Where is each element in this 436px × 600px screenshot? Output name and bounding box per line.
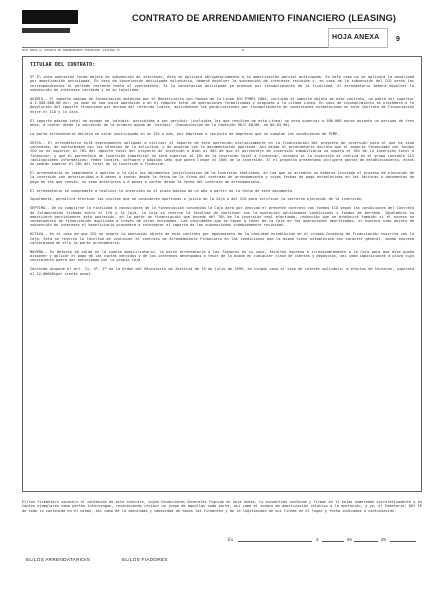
document-title: CONTRATO DE ARRENDAMIENTO FINANCIERO (LEASING) bbox=[132, 13, 397, 23]
guarantor-signature-label: EL/LOS FIADORES bbox=[122, 558, 168, 563]
month-field[interactable] bbox=[354, 541, 378, 542]
date-day-label: a bbox=[316, 537, 319, 542]
place-field[interactable] bbox=[238, 541, 312, 542]
contract-reference: Nº bbox=[242, 49, 246, 52]
clause-paragraph: 5º El esta operación forma objeto de subvención de intereses, ésta se aplicará obligatoriamente a la amortización parcial anticipada. En este caso no se aplicará la penalidad por amortización anticipada. En caso de cancelación anticipada voluntaria, deberá devolver la subvención de intereses recibida y, en caso de la subvención del ICO serán las correspondientes al período restante hasta el vencimiento. Si la cancelación anticipada se produce por incumplimiento de la finalidad, el arrendatario deberá devolver la subvención de intereses recibida y en su totalidad. bbox=[30, 75, 414, 92]
clause-novena: NOVENA.- En defecto de saldo en la cuenta domiciliataria, la parte arrendataria o los fiadores en su caso, faculten expresa e irrevocablemente a la Caja para que ésta pueda disponer y aplicar el pago de las cuotas vencidas y de los intereses devengados a favor de la misma en cualquier clase de cuentas y depósitos, así como imposiciones a plazo cuyo vencimiento podrá ser anticipado por la propia Caja. bbox=[30, 249, 414, 263]
year-field[interactable] bbox=[390, 541, 416, 542]
clause-quinta: QUINTA.- El importe máximo de financiación obtenida por el Beneficiario con fondos de la Línea ICO PYMES 2004, incluido el importe objeto de este contrato, no podrá ser superior a 1.500.000,00 eur. ya sean en una única operación o en el cómputo total de operaciones formalizadas y acogidas a la citada Línea. En caso de incumplimiento se procederá a la devolución del importe financiado por encima del referido límite, aplicándose las penalizaciones por incumplimiento de condiciones establecidas en este Contrato de Financiación entre el ICO y la Caja. bbox=[30, 96, 414, 114]
date-month-label: de bbox=[347, 537, 353, 542]
date-year-label: de bbox=[381, 537, 387, 542]
clause-sexta: SEXTA.- El arrendatario está expresamente obligado a utilizar el importe de esta operación exclusivamente en la financiación del proyecto de inversión para el que ha sido concedida, de conformidad con los términos de la solicitud, y de acuerdo con la documentación aportada. Así mismo el arrendatario declara que el importe financiado con fondos ICO no es superior al 70% del importe total del proyecto de inversión o bien al 90% de que el porcentaje de inversión inmobiliaria no supera el 30% de la inversión total a financiar, y que el porcentaje de inversión inmaterial no será superior al 10% de la inversión total a financiar, excepto si la inversión se realiza en el grupo contable 215 (aplicaciones informáticas: redes locales, software y páginas web) que podrá llegar al 100% de la inversión. El el proyecto presentado incluyera gastos de establecimiento, éstos no podrán superar el 20% del total de la inversión a financiar. bbox=[30, 140, 414, 167]
clause-paragraph: Conforme dispone el art. 11, 4º, 5º de la Orden del Ministerio de Justicia de 19 de julio de 1999, en ningún caso el tipo de interés aplicable, a efectos de terceros, superará el 12,00000%por ciento anual. bbox=[30, 267, 414, 276]
redacted-logo bbox=[22, 10, 78, 24]
header-caption: HOJA ANEXA AL CONTRATO DE ARRENDAMIENTO FINANCIERO (LEASING) Nº bbox=[22, 49, 121, 52]
clause-paragraph: El arrendatario se compromete a aportar a la Caja los documentos justificativos de la inversión realizada, en los que se acredite no haberse iniciado el proceso de ejecución de la inversión con anterioridad a 6 meses a contar desde la fecha de la firma del contrato de arrendamiento y cuyas fechas de pago establecidas en las facturas o documentos de pago en los que conste, no sean anteriores a 6 meses a contar desde la fecha del contrato de arrendamiento. bbox=[30, 171, 414, 184]
clause-paragraph: Igualmente, permitirá efectuar las visitas que se consideren oportunas a juicio de la Caja o del ICO para verificar la correcta ejecución de la inversión. bbox=[30, 197, 364, 202]
header-divider bbox=[22, 47, 328, 48]
clause-octava: OCTAVA.- En el caso de que ICO no acepte la operación objeto de este contrato por agotamiento de la cantidad establecida en el citado Convenio de Financiación suscrito con la Caja, ésta se reserva la facultad de continuar el contrato de Arrendamiento Financiero en las condiciones que la misma tiene establecida con carácter general, dando expresa conformidad de ello la parte arrendataria. bbox=[30, 232, 414, 245]
page-number: 9 bbox=[396, 36, 400, 43]
closing-statement: El/los firmante/s conoce/n el contenido de este contrato, cuyas Condiciones Generales figuran en hoja anexa, lo encuentran conforme y firman en 11 hojas numeradas correlativamente y en tantos ejemplares como partes intervengan, reconociendo recibir un juego de aquellas cada parte, así como el cuadro de amortización relativo a la operación, y yo, el Fedatario, DOY FE de todo lo contenido en el mismo, así como de la identidad y capacidad de todos los firmantes y de la legitimidad de sus firmas en el lugar y fecha indicados a continuación. bbox=[22, 500, 422, 513]
section-heading: TITULAR DEL CONTRATO: bbox=[30, 62, 96, 68]
clause-septima: SÉPTIMA.- De no cumplirse la finalidad ó condiciones de la financiación concedida la Caja dará por vencido el presente contrato con fondos ICO según las condiciones del Contrato de Colaboración firmado entre el ICO y la Caja, la Caja se reserva la facultad de continuar con la operación aplicándose condiciones y fondos de mercado. Igualmente se amortizará parcialmente esta operación, en la parte de financiación que exceda del 70% de la inversión real efectuada, reducción que se producirá también si el exceso se consecuencia de financiación duplicada a través de otras entidades. Las cantidades que se hayan a favor de la Caja en las operaciones amortizadas, si hubiera sido objeto de subvención de intereses el beneficiario procederá a reintegrar el importe de las subvenciones indebidamente recibidas. bbox=[30, 206, 414, 228]
clause-paragraph: La parte arrendataria declara no estar participada en un 25% o más, por empresas o conjunto de empresas que no cumplan las condiciones de PYME. bbox=[30, 131, 340, 136]
clauses-body bbox=[30, 75, 414, 281]
place-label: En bbox=[228, 537, 234, 542]
day-field[interactable] bbox=[322, 541, 344, 542]
sheet-label: HOJA ANEXA bbox=[332, 34, 380, 41]
lessee-signature-label: EL/LOS ARRENDATARIO/S bbox=[26, 558, 90, 563]
clause-paragraph: El importe máximo total de ayudas de 'mínimis' percibidas o por percibir (incluidas las que resultan de esta Línea) no será superior a 100.000 euros durante un período de tres años, a contar desde la concesión de la primera ayuda de 'mínimis' (Comunicación de la Comisión 96/C 68/06, de 06.03.96). bbox=[30, 118, 414, 127]
clause-paragraph: El arrendatario se compromete a realizar la inversión en el plazo máximo de un año a partir de la fecha de este documento. bbox=[30, 188, 294, 193]
redacted-entity-name bbox=[22, 28, 70, 33]
